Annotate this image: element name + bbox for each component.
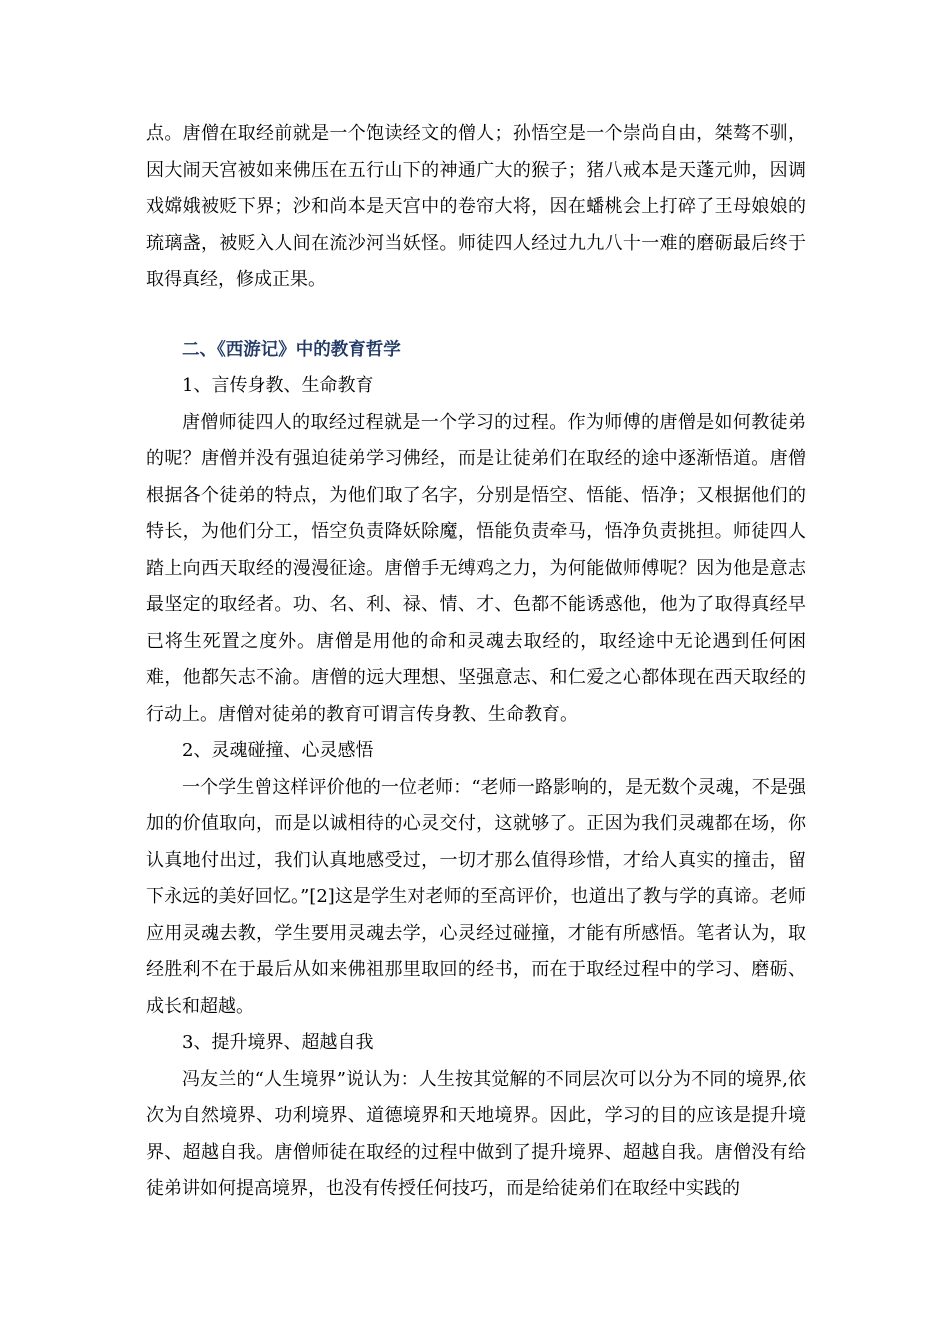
subsection-1-body: 唐僧师徒四人的取经过程就是一个学习的过程。作为师傅的唐僧是如何教徒弟的呢？唐僧并没有强迫徒弟学习佛经，而是让徒弟们在取经的途中逐渐悟道。唐僧根据各个徒弟的特点，为他们取了名字，分别是悟空、悟能、悟净；又根据他们的特长，为他们分工，悟空负责降妖除魔，悟能负责牵马，悟净负责挑担。师徒四人踏上向西天取经的漫漫征途。唐僧手无缚鸡之力，为何能做师傅呢？因为他是意志最坚定的取经者。功、名、利、禄、情、才、色都不能诱惑他，他为了取得真经早已将生死置之度外。唐僧是用他的命和灵魂去取经的，取经途中无论遇到任何困难，他都矢志不渝。唐僧的远大理想、坚强意志、和仁爱之心都体现在西天取经的行动上。唐僧对徒弟的教育可谓言传身教、生命教育。	[146, 411, 806, 725]
subsection-2-title: 2、灵魂碰撞、心灵感悟	[182, 740, 374, 761]
subsection-3-title: 3、提升境界、超越自我	[182, 1032, 374, 1053]
section-spacer	[146, 299, 806, 332]
section-heading: 二、《西游记》中的教育哲学	[182, 339, 401, 360]
subsection-2-body: 一个学生曾这样评价他的一位老师：“老师一路影响的，是无数个灵魂，不是强加的价值取向，而是以诚相待的心灵交付，这就够了。正因为我们灵魂都在场，你认真地付出过，我们认真地感受过，一切才那么值得珍惜，才给人真实的撞击，留下永远的美好回忆。”[2]这是学生对老师的至高评价，也道出了教与学的真谛。老师应用灵魂去教，学生要用灵魂去学，心灵经过碰撞，才能有所感悟。笔者认为，取经胜利不在于最后从如来佛祖那里取回的经书，而在于取经过程中的学习、磨砺、成长和超越。	[146, 776, 806, 1017]
subsection-3-body: 冯友兰的“人生境界”说认为：人生按其觉解的不同层次可以分为不同的境界,依次为自然境界、功利境界、道德境界和天地境界。因此，学习的目的应该是提升境界、超越自我。唐僧师徒在取经的过程中做到了提升境界、超越自我。唐僧没有给徒弟讲如何提高境界，也没有传授任何技巧，而是给徒弟们在取经中实践的	[146, 1068, 806, 1199]
intro-paragraph: 点。唐僧在取经前就是一个饱读经文的僧人；孙悟空是一个崇尚自由，桀骜不驯，因大闹天宫被如来佛压在五行山下的神通广大的猴子；猪八戒本是天蓬元帅，因调戏嫦娥被贬下界；沙和尚本是天宫中的卷帘大将，因在蟠桃会上打碎了王母娘娘的琉璃盏，被贬入人间在流沙河当妖怪。师徒四人经过九九八十一难的磨砺最后终于取得真经，修成正果。	[146, 123, 806, 290]
subsection-1-title: 1、言传身教、生命教育	[182, 375, 374, 396]
document-page	[146, 116, 806, 1208]
